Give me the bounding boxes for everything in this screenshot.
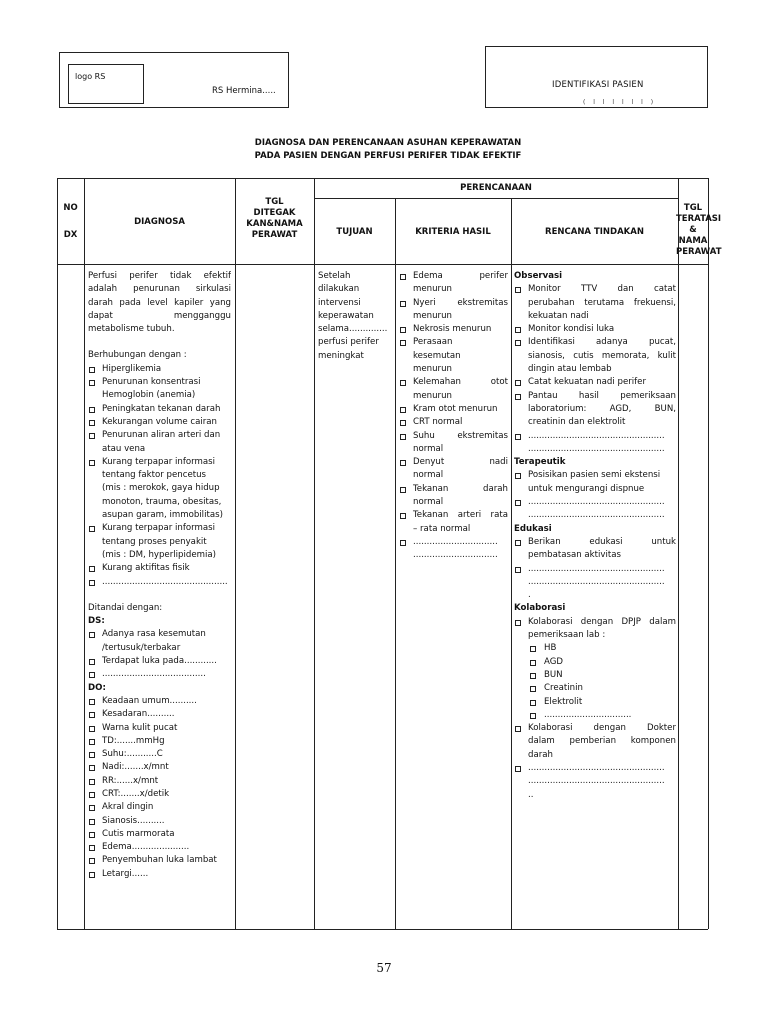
related-item: Kurang terpapar informasi tentang proses penyakit (mis : DM, hyperlipidemia) [88, 522, 231, 562]
definition-line: darah pada level kapiler yang [88, 297, 231, 308]
kriteria-item: Perasaan kesemutan menurun [399, 336, 508, 376]
tujuan-line: perfusi perifer [318, 337, 379, 348]
do-item: Penyembuhan luka lambat [88, 854, 231, 867]
do-item: CRT:.......x/detik [88, 788, 231, 801]
related-item: Kurang terpapar informasi tentang faktor pencetus (mis : merokok, gaya hidup monoton, trauma, obesitas, asupan garam, immobilitas) [88, 456, 231, 522]
header-no: NO [63, 203, 78, 213]
lab-item: AGD [514, 656, 676, 669]
hospital-name: RS Hermina..... [212, 86, 276, 96]
definition-line: metabolisme tubuh. [88, 324, 175, 335]
related-label: Berhubungan dengan : [88, 350, 187, 361]
lab-item: Creatinin [514, 682, 676, 695]
kriteria-item: Suhu ekstremitas normal [399, 430, 508, 457]
edukasi-label: Edukasi [514, 523, 552, 534]
related-list [88, 363, 231, 589]
do-item: Nadi:.......x/mnt [88, 761, 231, 774]
do-item: Warna kulit pucat [88, 722, 231, 735]
header-kriteria-hasil: KRITERIA HASIL [415, 227, 491, 237]
kriteria-item: Denyut nadi normal [399, 456, 508, 483]
observasi-item: .................................................. .................................................. [514, 430, 676, 457]
kriteria-item: Nekrosis menurun [399, 323, 508, 336]
kriteria-item: ............................... ............................... [399, 536, 508, 563]
tujuan-line: dilakukan [318, 284, 360, 295]
kriteria-item: Tekanan darah normal [399, 483, 508, 510]
ds-item: ...................................... [88, 668, 231, 681]
do-item: Akral dingin [88, 801, 231, 814]
related-item: Hiperglikemia [88, 363, 231, 376]
kriteria-item: Edema perifer menurun [399, 270, 508, 297]
edukasi-item: .................................................. .................................................. . [514, 563, 676, 603]
rencana-tindakan-column [514, 270, 676, 802]
ds-item: Terdapat luka pada............ [88, 655, 231, 668]
kolaborasi-item: Kolaborasi dengan DPJP dalam pemeriksaan lab : [514, 616, 676, 643]
kriteria-item: CRT normal [399, 416, 508, 429]
ds-item: Adanya rasa kesemutan /tertusuk/terbakar [88, 628, 231, 655]
header-rencana-tindakan: RENCANA TINDAKAN [545, 227, 644, 237]
related-item: .............................................. [88, 576, 231, 589]
do-item: Edema..................... [88, 841, 231, 854]
do-item: Letargi...... [88, 868, 231, 881]
observasi-item: Catat kekuatan nadi perifer [514, 376, 676, 389]
do-item: Keadaan umum.......... [88, 695, 231, 708]
terapeutik-label: Terapeutik [514, 457, 566, 468]
ds-list [88, 628, 231, 681]
lab-item: HB [514, 642, 676, 655]
do-item: Cutis marmorata [88, 828, 231, 841]
ds-label: DS: [88, 616, 105, 627]
kriteria-hasil-column [399, 270, 508, 563]
related-item: Peningkatan tekanan darah [88, 403, 231, 416]
tujuan-line: keperawatan [318, 310, 374, 321]
kriteria-item: Kram otot menurun [399, 403, 508, 416]
related-item: Kekurangan volume cairan [88, 416, 231, 429]
lab-item: BUN [514, 669, 676, 682]
definition-line: Perfusi perifer tidak efektif [88, 271, 231, 281]
tujuan-line: intervensi [318, 297, 361, 308]
header-tujuan: TUJUAN [336, 227, 373, 237]
title-line-1: DIAGNOSA DAN PERENCANAAN ASUHAN KEPERAWATAN [254, 138, 522, 148]
kriteria-item: Kelemahan otot menurun [399, 376, 508, 403]
document-title [0, 137, 768, 163]
do-item: Sianosis.......... [88, 815, 231, 828]
page-number: 57 [376, 961, 392, 975]
definition-line: adalah penurunan sirkulasi [88, 284, 231, 295]
header-dx: DX [63, 230, 78, 240]
logo-label: logo RS [75, 72, 106, 81]
patient-identification-label: IDENTIFIKASI PASIEN [552, 80, 644, 90]
tujuan-line: Setelah [318, 271, 351, 281]
observasi-item: Pantau hasil pemeriksaan laboratorium: AGD, BUN, creatinin dan elektrolit [514, 390, 676, 430]
terapeutik-item: Posisikan pasien semi ekstensi untuk mengurangi dispnue [514, 469, 676, 496]
do-list [88, 695, 231, 881]
signs-label: Ditandai dengan: [88, 602, 163, 613]
lab-item: Elektrolit [514, 696, 676, 709]
tujuan-line: meningkat [318, 350, 364, 361]
related-item: Penurunan aliran arteri dan atau vena [88, 429, 231, 456]
terapeutik-item: .................................................. .................................................. [514, 496, 676, 523]
observasi-item: Monitor kondisi luka [514, 323, 676, 336]
observasi-item: Identifikasi adanya pucat, sianosis, cutis memorata, kulit dingin atau lembab [514, 336, 676, 376]
hospital-logo-placeholder [68, 64, 144, 104]
observasi-item: Monitor TTV dan catat perubahan terutama frekuensi, kekuatan nadi [514, 283, 676, 323]
kriteria-item: Tekanan arteri rata – rata normal [399, 509, 508, 536]
do-label: DO: [88, 682, 106, 693]
lab-item: ................................ [514, 709, 676, 722]
tujuan-line: selama.............. [318, 324, 388, 335]
tujuan-column [318, 270, 391, 363]
kolaborasi-item: Kolaborasi dengan Dokter dalam pemberian komponen darah [514, 722, 676, 762]
kriteria-item: Nyeri ekstremitas menurun [399, 297, 508, 324]
header-perencanaan: PERENCANAAN [460, 183, 532, 193]
do-item: Kesadaran.......... [88, 708, 231, 721]
do-item: TD:.......mmHg [88, 735, 231, 748]
related-item: Penurunan konsentrasi Hemoglobin (anemia) [88, 376, 231, 403]
title-line-2: PADA PASIEN DENGAN PERFUSI PERIFER TIDAK EFEKTIF [254, 151, 522, 161]
definition-line: dapat mengganggu [88, 310, 231, 321]
kolaborasi-label: Kolaborasi [514, 603, 566, 614]
edukasi-item: Berikan edukasi untuk pembatasan aktivitas [514, 536, 676, 563]
diagnosa-column [88, 270, 231, 881]
related-item: Kurang aktifitas fisik [88, 562, 231, 575]
kolaborasi-item: .................................................. .................................................. .. [514, 762, 676, 802]
patient-identification-subtext: ( l l l l l l ) [583, 99, 657, 106]
header-tgl-ditegakkan: TGL DITEGAK KAN&NAMA PERAWAT [246, 197, 303, 240]
observasi-label: Observasi [514, 271, 563, 281]
do-item: Suhu:...........C [88, 748, 231, 761]
header-diagnosa: DIAGNOSA [134, 217, 185, 227]
header-tgl-teratasi: TGL TERATASI & NAMA PERAWAT [676, 203, 722, 257]
do-item: RR:......x/mnt [88, 775, 231, 788]
